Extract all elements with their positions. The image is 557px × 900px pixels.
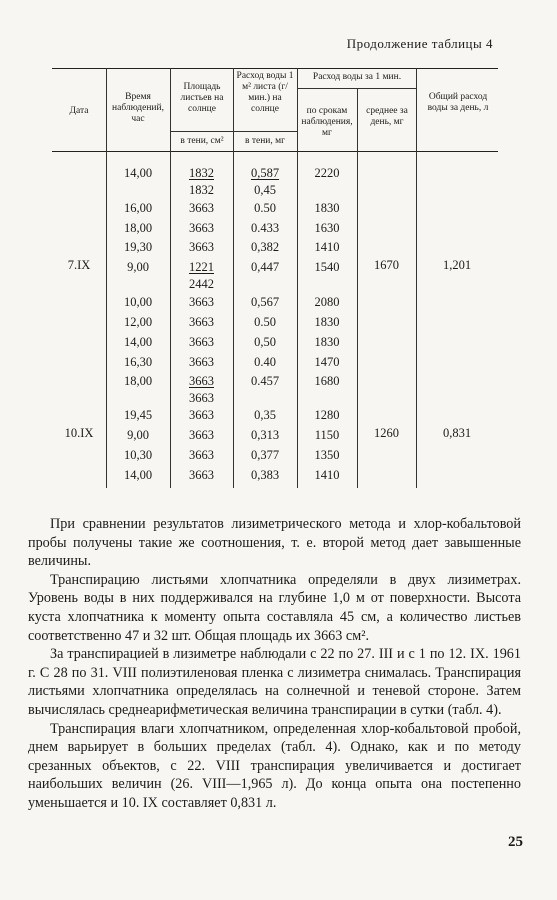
table-cell-area: 3663 [189, 468, 214, 482]
group-date: 7.IX [67, 258, 91, 272]
table-cell-obs: 2080 [314, 295, 340, 309]
table-cell-area-shade: 3663 [189, 391, 214, 405]
table-cell-time: 10,30 [123, 448, 153, 462]
table-cell-area: 3663 [189, 374, 214, 388]
paragraph: За транспирацией в лизиметре наблюдали с 22 по 27. III и с 1 по 12. IX. 1961 г. С 28 по 31. VIII полиэтиленовая пленка с лизиметра снималась. Транспирация листьями хлопчатника определялась на солнечной и теневой стороне. Затем вычислялась среднеарифметическая величина транспирации в сутки (табл. 4). [28, 646, 521, 718]
table-cell-time: 19,45 [123, 408, 153, 422]
table-cell-rate: 0.50 [254, 201, 276, 215]
table-cell-rate: 0,587 [250, 166, 280, 180]
table-cell-rate: 0,382 [250, 240, 280, 254]
table-cell-time: 16,00 [123, 201, 153, 215]
table-cell-time: 19,30 [123, 240, 153, 254]
table-cell-rate: 0.433 [250, 221, 280, 235]
header-water: Расход воды за 1 мин. [312, 72, 402, 82]
table-cell-obs: 1830 [314, 201, 340, 215]
table-cell-time: 10,00 [123, 295, 153, 309]
subheader-rule [170, 131, 297, 132]
table-cell-time: 9,00 [127, 260, 149, 274]
table-cell-rate: 0,383 [250, 468, 280, 482]
table-cell-time: 14,00 [123, 335, 153, 349]
table-cell-rate: 0,567 [250, 295, 280, 309]
table-cell-rate: 0.457 [250, 374, 280, 388]
page-number: 25 [508, 834, 523, 850]
header-date: Дата [69, 106, 89, 116]
table-cell-time: 18,00 [123, 221, 153, 235]
header-total: Общий расход воды за день, л [427, 92, 489, 113]
subheader-rule [297, 88, 416, 89]
table-cell-area-shade: 1832 [189, 183, 214, 197]
group-avg: 1260 [374, 426, 399, 440]
table-cell-obs: 1410 [314, 240, 340, 254]
table-cell-rate: 0,447 [250, 260, 280, 274]
table-cell-area-shade: 2442 [189, 277, 214, 291]
table-cell-area: 3663 [189, 408, 214, 422]
group-avg: 1670 [374, 258, 399, 272]
header-rate: Расход воды 1 м² листа (г/мин.) на солнце [236, 71, 294, 114]
table-cell-obs: 2220 [314, 166, 340, 180]
table-cell-obs: 1350 [314, 448, 340, 462]
table-cell-time: 14,00 [123, 166, 153, 180]
table-cell-area: 3663 [189, 201, 214, 215]
table-cell-obs: 1540 [314, 260, 340, 274]
table-cell-time: 9,00 [127, 428, 149, 442]
table-cell-obs: 1470 [314, 355, 340, 369]
table-header-rule [52, 151, 498, 152]
table-cell-rate: 0,50 [254, 335, 276, 349]
table-cell-time: 12,00 [123, 315, 153, 329]
table-cell-area: 3663 [189, 355, 214, 369]
table-cell-obs: 1830 [314, 315, 340, 329]
table-cell-rate: 0,35 [254, 408, 276, 422]
paragraph: Транспирацию листьями хлопчатника определяли в двух лизиметрах. Уровень воды в них поддерживался на глубине 1,0 м от поверхности. Высота куста хлопчатника к моменту опыта составляла 45 см, а количество листьев соответственно 47 и 32 шт. Общая площадь их 3663 см². [28, 571, 521, 644]
table-cell-area: 3663 [189, 335, 214, 349]
header-rate-shade: в тени, мг [244, 136, 286, 146]
table-cell-area: 3663 [189, 448, 214, 462]
table-cell-obs: 1150 [314, 428, 340, 442]
table-cell-obs: 1680 [314, 374, 340, 388]
table-cell-rate: 0.50 [254, 315, 276, 329]
group-total: 1,201 [442, 258, 472, 272]
column-divider [416, 68, 417, 488]
table-cell-rate-shade: 0,45 [254, 183, 276, 197]
table-cell-time: 18,00 [123, 374, 153, 388]
table-cell-rate: 0,313 [250, 428, 280, 442]
header-area-shade: в тени, см² [180, 136, 224, 146]
group-total: 0,831 [442, 426, 472, 440]
table-cell-area: 1832 [189, 166, 214, 180]
header-avg-day: среднее за день, мг [366, 106, 408, 127]
table-cell-time: 14,00 [123, 468, 153, 482]
group-date: 10.IX [64, 426, 94, 440]
header-time: Время наблюдений, час [112, 92, 164, 124]
table-cell-obs: 1280 [314, 408, 340, 422]
table-cell-time: 16,30 [123, 355, 153, 369]
column-divider [297, 68, 298, 488]
paragraph: При сравнении результатов лизиметрического метода и хлор-кобальтовой пробы получены такие же соотношения, т. е. второй метод дает завышенные величины. [28, 516, 521, 570]
table-cell-obs: 1830 [314, 335, 340, 349]
header-by-obs: по срокам наблюдения, мг [301, 106, 353, 138]
table-cell-rate: 0,377 [250, 448, 280, 462]
table-cell-area: 3663 [189, 428, 214, 442]
body-text [28, 515, 521, 813]
table-cell-obs: 1630 [314, 221, 340, 235]
column-divider [106, 68, 107, 488]
table-cell-obs: 1410 [314, 468, 340, 482]
table-cell-rate: 0.40 [254, 355, 276, 369]
table-cell-area: 3663 [189, 221, 214, 235]
header-area: Площадь листьев на солнце [180, 82, 224, 114]
table-cell-area: 3663 [189, 315, 214, 329]
table-continuation-label: Продолжение таблицы 4 [346, 36, 493, 51]
table-cell-area: 3663 [189, 240, 214, 254]
table-cell-area: 3663 [189, 295, 214, 309]
table-top-rule [52, 68, 498, 69]
paragraph: Транспирация влаги хлопчатником, определенная хлор-кобальтовой пробой, днем варьирует в больших пределах (табл. 4). Однако, как и по методу срезанных объектов, с 22. VIII транспирация увеличивается и достигает наибольших величин (26. VIII—1,965 л). До конца опыта она постепенно уменьшается и 10. IX составляет 0,831 л. [28, 720, 521, 811]
table-cell-area: 1221 [189, 260, 214, 274]
